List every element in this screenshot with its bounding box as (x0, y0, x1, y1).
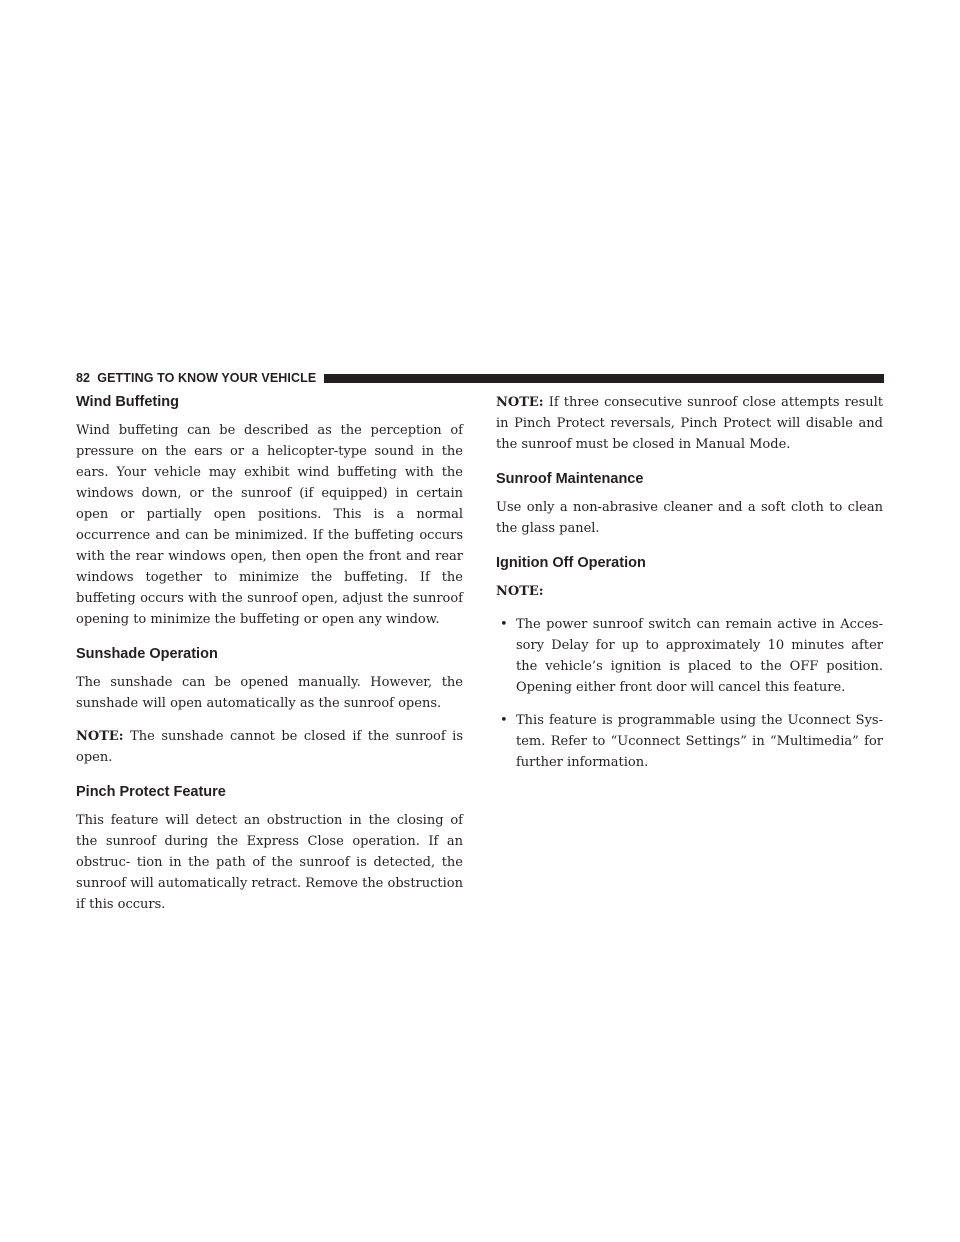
sunshade-operation-heading: Sunshade Operation (76, 646, 218, 662)
list-item (496, 614, 883, 698)
bullet-text: This feature is programmable using the Uconnect Sys- tem. Refer to “Uconnect Settings” in “Multimedia” for further information. (516, 713, 883, 770)
pinch-protect-heading: Pinch Protect Feature (76, 784, 226, 800)
right-column (496, 392, 883, 785)
sunroof-maintenance-heading: Sunroof Maintenance (496, 471, 644, 487)
page-number: 82 (76, 371, 91, 385)
wind-buffeting-heading: Wind Buffeting (76, 394, 179, 410)
note-label: NOTE: (76, 729, 124, 744)
sunroof-maintenance-section (496, 469, 883, 539)
sunshade-note (76, 726, 463, 768)
pinch-protect-note (496, 392, 883, 455)
ignition-off-heading: Ignition Off Operation (496, 555, 646, 571)
ignition-off-section (496, 553, 883, 773)
section-title: GETTING TO KNOW YOUR VEHICLE (97, 371, 317, 385)
note-text: If three consecutive sunroof close attempts result in Pinch Protect reversals, Pinch Protect will disable and the sunroof must be closed in Manual Mode. (496, 395, 883, 452)
sunroof-maintenance-body: Use only a non-abrasive cleaner and a soft cloth to clean the glass panel. (496, 500, 883, 536)
ignition-note-label (496, 581, 883, 602)
note-label: NOTE: (496, 584, 544, 599)
note-label: NOTE: (496, 395, 544, 410)
note-text: The sunshade cannot be closed if the sunroof is open. (76, 729, 463, 765)
bullet-icon: • (500, 617, 508, 632)
ignition-bullet-list (496, 614, 883, 773)
bullet-text: The power sunroof switch can remain active in Acces- sory Delay for up to approximately 10 minutes after the vehicle’s ignition is placed to the OFF position. Opening either front door will cancel this feature. (516, 617, 883, 695)
list-item (496, 710, 883, 773)
header-rule (324, 374, 884, 383)
pinch-protect-section (76, 782, 463, 915)
pinch-protect-body: This feature will detect an obstruction in the closing of the sunroof during the Express Close operation. If an obstruc- tion in the path of the sunroof is detected, the sunroof will automatically retract. Remove the obstruction if this occurs. (76, 813, 464, 912)
sunshade-operation-section (76, 644, 463, 768)
sunshade-operation-body: The sunshade can be opened manually. However, the sunshade will open automatically as the sunroof opens. (76, 675, 463, 711)
bullet-icon: • (500, 713, 508, 728)
header-text (76, 371, 324, 385)
page-header (76, 369, 884, 387)
wind-buffeting-body: Wind buffeting can be described as the perception of pressure on the ears or a helicopter-type sound in the ears. Your vehicle may exhibit wind buffeting with the windows down, or the sunroof (if equipped) in certain open or partially open positions. This is a normal occurrence and can be minimized. If the buffeting occurs with the rear windows open, then open the front and rear windows together to minimize the buffeting. If the buffeting occurs with the sunroof open, adjust the sunroof opening to minimize the buffeting or open any window. (76, 423, 463, 627)
left-column (76, 392, 463, 915)
wind-buffeting-section (76, 392, 463, 630)
